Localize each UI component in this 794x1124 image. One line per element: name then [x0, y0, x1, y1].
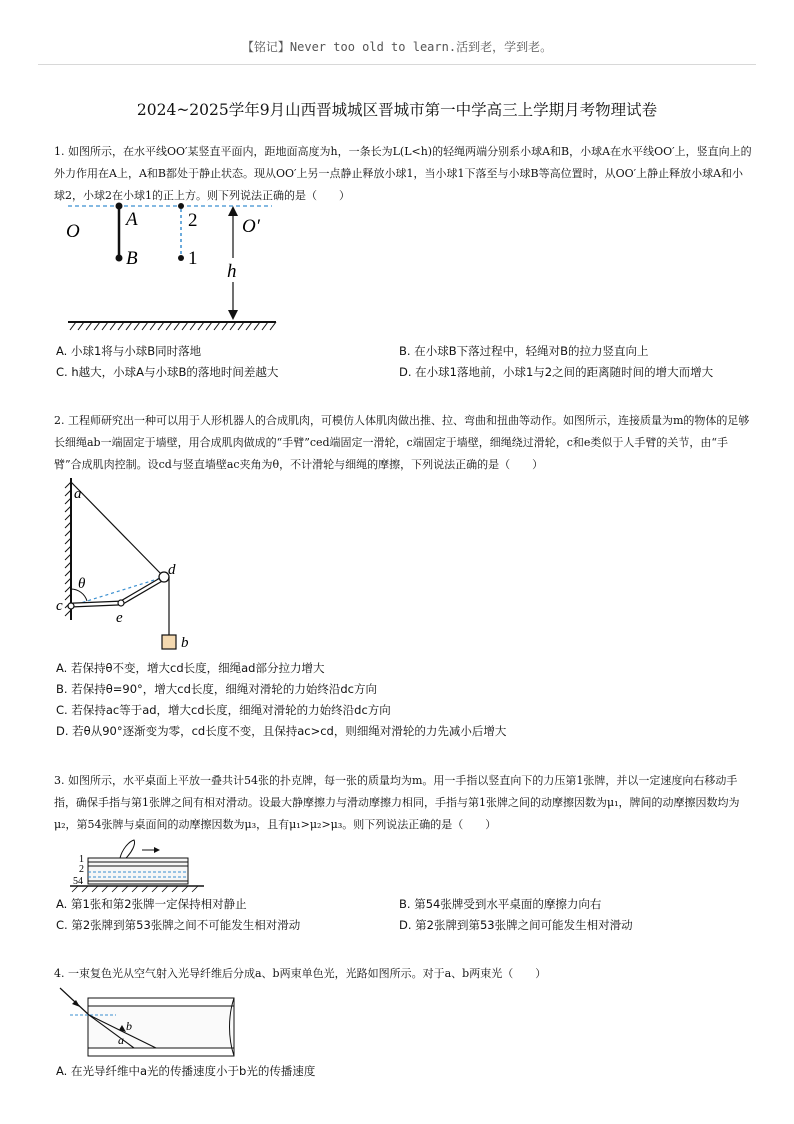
label-o: O: [66, 221, 80, 242]
label-d: d: [168, 562, 176, 578]
joint-c: [68, 603, 74, 609]
motion-arrow-head: [154, 847, 160, 853]
question-1-figure: [60, 196, 285, 342]
question-4-figure: [56, 986, 238, 1060]
arrow-head-up: [228, 206, 238, 216]
label-c: c: [56, 598, 63, 614]
question-1-stem: 1. 如图所示，在水平线OO′某竖直平面内，距地面高度为h，一条长为L(L<h)的轻绳两端分别系小球A和B，小球A在水平线OO′上，竖直向上的外力作用在A上，A和B都处于静止状态。现从OO′上另一点静止释放小球1，当小球1下落至与小球B等高位置时，从OO′上静止释放小球A和小球2，小球2在小球1的正上方。则下列说法正确的是（ ）: [54, 145, 752, 202]
question-3-figure: [70, 836, 204, 894]
ball-b: [116, 255, 123, 262]
q1-option-d[interactable]: D. 在小球1落地前，小球1与2之间的距离随时间的增大而增大: [399, 365, 714, 379]
q3-option-a[interactable]: A. 第1张和第2张牌一定保持相对静止: [56, 897, 247, 911]
label-b: b: [126, 1019, 132, 1033]
label-o-prime: O′: [242, 216, 260, 237]
label-card-2: 2: [79, 864, 84, 875]
q2-option-d[interactable]: D. 若θ从90°逐渐变为零，cd长度不变，且保持ac>cd，则细绳对滑轮的力先减小后增大: [56, 724, 507, 738]
q1-option-c[interactable]: C. h越大，小球A与小球B的落地时间差越大: [56, 365, 279, 379]
label-theta: θ: [78, 576, 86, 592]
q2-option-b[interactable]: B. 若保持θ=90°，增大cd长度，细绳对滑轮的力始终沿dc方向: [56, 682, 377, 696]
joint-e: [118, 600, 124, 606]
finger-icon: [120, 840, 135, 858]
paper-title: 2024~2025学年9月山西晋城城区晋城市第一中学高三上学期月考物理试卷: [136, 101, 658, 119]
page-header: 【铭记】Never too old to learn.活到老，学到老。: [241, 40, 553, 54]
fiber-core: [88, 1006, 234, 1048]
ground-hatching: [70, 322, 276, 330]
q2-option-a[interactable]: A. 若保持θ不变，增大cd长度，细绳ad部分拉力增大: [56, 661, 325, 675]
ball-1: [178, 255, 184, 261]
label-card-54: 54: [73, 876, 83, 887]
table-hatching: [72, 886, 198, 892]
question-2-figure: [56, 476, 206, 660]
q1-option-a[interactable]: A. 小球1将与小球B同时落地: [56, 344, 202, 358]
label-b: b: [181, 635, 189, 651]
mass-block-b: [162, 635, 176, 649]
label-a: a: [74, 486, 82, 502]
label-h: h: [227, 261, 237, 282]
label-2: 2: [188, 210, 198, 231]
rope-ad: [71, 482, 164, 577]
q3-option-c[interactable]: C. 第2张牌到第53张牌之间不可能发生相对滑动: [56, 918, 301, 932]
label-card-1: 1: [79, 854, 84, 865]
question-3-stem: 3. 如图所示，水平桌面上平放一叠共计54张的扑克牌，每一张的质量均为m。用一手指以竖直向下的力压第1张牌，并以一定速度向右移动手指，确保手指与第1张牌之间有相对滑动。设最大静摩擦力与滑动摩擦力相同，手指与第1张牌之间的动摩擦因数为μ₁，牌间的动摩擦因数均为μ₂，第54张牌与桌面间的动摩擦因数为μ₃，且有μ₁>μ₂>μ₃。则下列说法正确的是（ ）: [54, 774, 740, 831]
label-a: a: [118, 1033, 124, 1047]
label-b: B: [126, 248, 138, 269]
header-divider: [38, 64, 756, 65]
q4-option-a[interactable]: A. 在光导纤维中a光的传播速度小于b光的传播速度: [56, 1064, 316, 1078]
q2-option-c[interactable]: C. 若保持ac等于ad，增大cd长度，细绳对滑轮的力始终沿dc方向: [56, 703, 391, 717]
ball-a: [116, 203, 123, 210]
label-a: A: [126, 209, 138, 230]
question-4-stem: 4. 一束复色光从空气射入光导纤维后分成a、b两束单色光，光路如图所示。对于a、b两束光（ ）: [54, 967, 547, 980]
label-e: e: [116, 610, 123, 626]
q3-option-d[interactable]: D. 第2张牌到第53张牌之间可能发生相对滑动: [399, 918, 633, 932]
label-1: 1: [188, 248, 198, 269]
question-2-stem: 2. 工程师研究出一种可以用于人形机器人的合成肌肉，可模仿人体肌肉做出推、拉、弯曲和扭曲等动作。如图所示，连接质量为m的物体的足够长细绳ab一端固定于墙壁，用合成肌肉做成的“手臂”ced端固定一滑轮，c端固定于墙壁，细绳绕过滑轮，c和e类似于人手臂的关节，由“手臂”合成肌肉控制。设cd与竖直墙壁ac夹角为θ，不计滑轮与细绳的摩擦，下列说法正确的是（ ）: [54, 414, 750, 471]
arrow-head-down: [228, 310, 238, 320]
ball-2: [178, 203, 184, 209]
q1-option-b[interactable]: B. 在小球B下落过程中，轻绳对B的拉力竖直向上: [399, 344, 649, 358]
arm-ed-inner: [121, 579, 162, 603]
q3-option-b[interactable]: B. 第54张牌受到水平桌面的摩擦力向右: [399, 897, 602, 911]
